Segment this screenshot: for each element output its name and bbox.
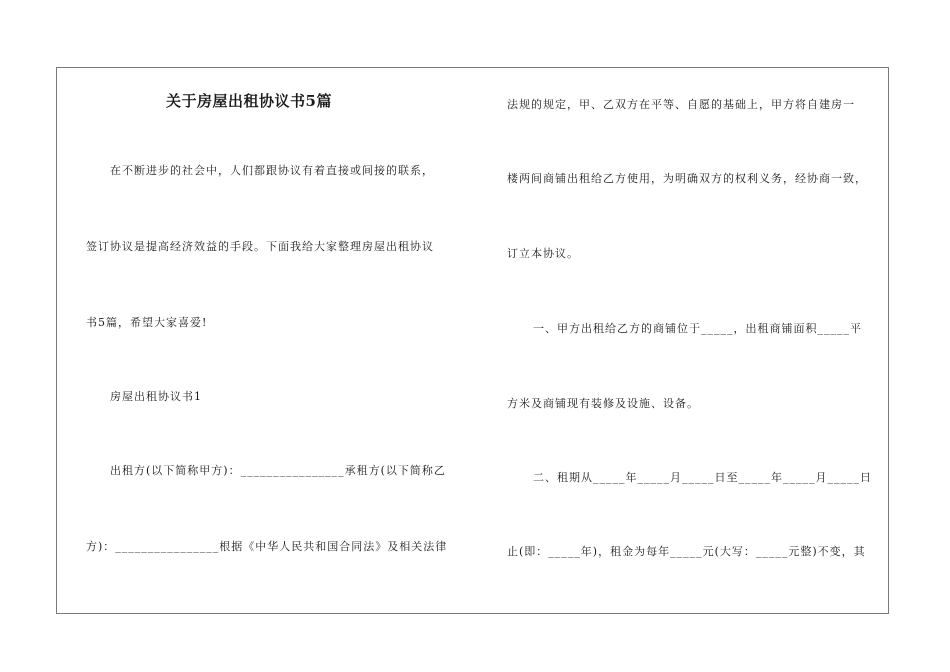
right-line-3: 订立本协议。 (507, 247, 579, 260)
left-line-2: 签订协议是提高经济效益的手段。下面我给大家整理房屋出租协议 (86, 240, 434, 253)
left-line-1: 在不断进步的社会中，人们都跟协议有着直接或间接的联系， (110, 164, 434, 177)
right-line-5: 方米及商铺现有装修及设施、设备。 (507, 397, 699, 410)
right-line-1: 法规的规定，甲、乙双方在平等、自愿的基础上，甲方将自建房一 (507, 98, 855, 111)
document-title: 关于房屋出租协议书5篇 (166, 92, 332, 110)
right-line-4: 一、甲方出租给乙方的商铺位于_____，出租商铺面积_____平 (533, 322, 862, 335)
page-frame (56, 67, 889, 614)
left-line-4: 房屋出租协议书1 (110, 390, 202, 403)
left-line-3: 书5篇，希望大家喜爱! (86, 316, 208, 329)
left-line-6: 方)：________________根据《中华人民共和国合同法》及相关法律 (86, 540, 448, 553)
right-line-7: 止(即：_____年)，租金为每年_____元(大写：_____元整)不变，其 (507, 545, 866, 558)
right-line-2: 楼两间商铺出租给乙方使用，为明确双方的权利义务，经协商一致， (507, 172, 867, 185)
right-line-6: 二、租期从_____年_____月_____日至_____年_____月_____日 (533, 471, 872, 484)
left-line-5: 出租方(以下简称甲方)：________________承租方(以下简称乙 (110, 464, 446, 477)
